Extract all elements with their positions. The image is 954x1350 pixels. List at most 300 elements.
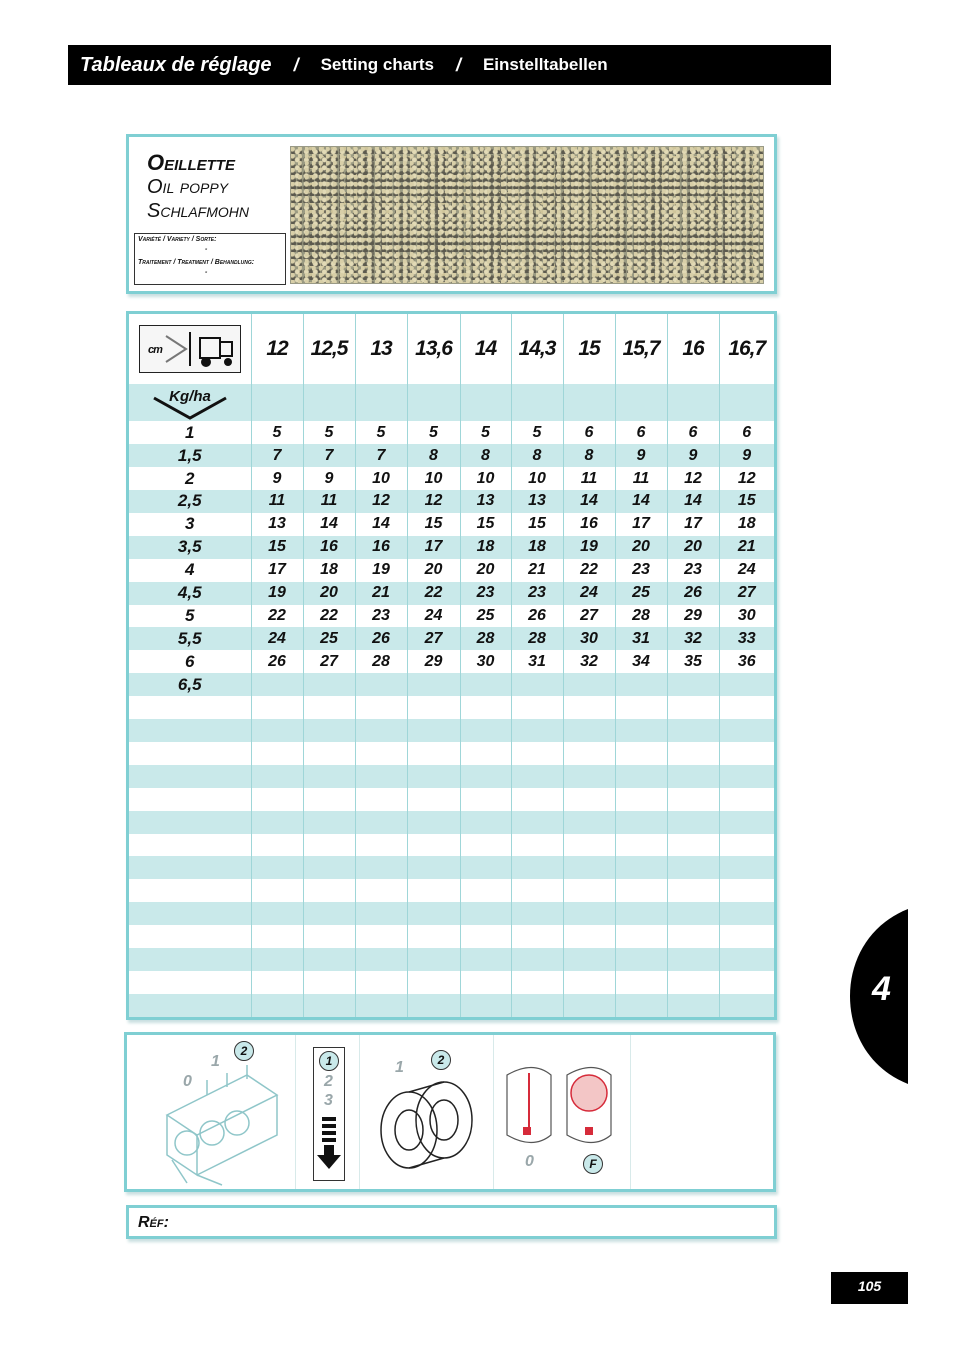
empty-cell <box>563 971 615 994</box>
setting-table <box>129 314 774 1017</box>
empty-cell <box>460 902 511 925</box>
empty-table-row <box>129 788 774 811</box>
empty-cell <box>303 811 355 834</box>
page-number: 105 <box>831 1272 908 1304</box>
table-row <box>129 536 774 559</box>
setting-value-cell: 12 <box>407 490 460 513</box>
shutter-figure <box>493 1035 631 1189</box>
empty-cell <box>511 902 563 925</box>
empty-cell <box>129 994 251 1017</box>
setting-value-cell <box>511 673 563 696</box>
empty-cell <box>355 719 407 742</box>
empty-cell <box>355 765 407 788</box>
seed-info-panel <box>126 134 777 294</box>
empty-cell <box>719 719 774 742</box>
empty-cell <box>251 719 303 742</box>
setting-value-cell: 17 <box>251 559 303 582</box>
setting-value-cell: 22 <box>563 559 615 582</box>
empty-cell <box>667 856 719 879</box>
empty-cell <box>563 696 615 719</box>
empty-cell <box>615 811 667 834</box>
table-row <box>129 627 774 650</box>
empty-cell <box>129 902 251 925</box>
setting-value-cell: 8 <box>511 444 563 467</box>
empty-cell <box>563 856 615 879</box>
setting-value-cell: 19 <box>251 582 303 605</box>
unit-cell <box>407 384 460 421</box>
speed-header-row <box>129 314 774 384</box>
speed-column-header: 16,7 <box>728 336 766 360</box>
table-row <box>129 605 774 628</box>
empty-cell <box>251 948 303 971</box>
title-fr: Tableaux de réglage <box>80 53 272 76</box>
sprocket-figure <box>359 1035 494 1189</box>
setting-value-cell: 7 <box>251 444 303 467</box>
empty-cell <box>511 925 563 948</box>
setting-value-cell: 5 <box>355 421 407 444</box>
empty-cell <box>355 994 407 1017</box>
setting-value-cell: 9 <box>251 467 303 490</box>
empty-cell <box>460 719 511 742</box>
setting-value-cell: 13 <box>460 490 511 513</box>
empty-cell <box>355 902 407 925</box>
empty-cell <box>355 948 407 971</box>
empty-cell <box>615 742 667 765</box>
setting-value-cell: 20 <box>460 559 511 582</box>
empty-cell <box>563 948 615 971</box>
unit-cell <box>615 384 667 421</box>
empty-cell <box>719 811 774 834</box>
arrow-down-icon <box>315 1115 343 1175</box>
setting-value-cell: 28 <box>511 627 563 650</box>
empty-cell <box>355 834 407 857</box>
setting-value-cell: 6 <box>563 421 615 444</box>
empty-cell <box>460 925 511 948</box>
setting-value-cell: 34 <box>615 650 667 673</box>
setting-value-cell: 26 <box>667 582 719 605</box>
empty-cell <box>303 971 355 994</box>
empty-cell <box>511 696 563 719</box>
setting-value-cell: 20 <box>615 536 667 559</box>
empty-table-row <box>129 765 774 788</box>
fig3-label-2: 2 <box>431 1050 451 1070</box>
chapter-number: 4 <box>872 970 891 1008</box>
empty-cell <box>129 696 251 719</box>
empty-cell <box>719 925 774 948</box>
setting-value-cell: 9 <box>719 444 774 467</box>
setting-value-cell: 15 <box>251 536 303 559</box>
table-row <box>129 582 774 605</box>
setting-value-cell: 20 <box>303 582 355 605</box>
empty-cell <box>303 994 355 1017</box>
empty-table-row <box>129 994 774 1017</box>
unit-cell <box>719 384 774 421</box>
empty-cell <box>667 948 719 971</box>
variety-value: - <box>205 246 208 253</box>
setting-value-cell <box>460 673 511 696</box>
empty-cell <box>511 856 563 879</box>
unit-row <box>129 384 774 421</box>
setting-value-cell: 12 <box>737 469 756 487</box>
rate-cell: 5 <box>129 605 251 628</box>
fig1-label-2: 2 <box>234 1041 254 1061</box>
empty-cell <box>615 788 667 811</box>
empty-cell <box>129 811 251 834</box>
setting-value-cell: 23 <box>667 559 719 582</box>
fig4-label-F: F <box>583 1154 603 1174</box>
empty-cell <box>303 834 355 857</box>
setting-value-cell: 20 <box>407 559 460 582</box>
empty-cell <box>615 948 667 971</box>
empty-cell <box>563 994 615 1017</box>
empty-cell <box>129 742 251 765</box>
setting-value-cell: 13 <box>251 513 303 536</box>
setting-value-cell: 16 <box>355 536 407 559</box>
empty-cell <box>615 719 667 742</box>
treatment-value: - <box>205 269 208 276</box>
title-separator: / <box>293 54 299 75</box>
empty-cell <box>511 811 563 834</box>
setting-value-cell: 26 <box>511 605 563 628</box>
variety-treatment-box <box>134 233 286 285</box>
empty-cell <box>355 971 407 994</box>
setting-value-cell <box>719 673 774 696</box>
empty-cell <box>615 925 667 948</box>
empty-cell <box>460 765 511 788</box>
empty-cell <box>303 948 355 971</box>
fig1-label-1: 1 <box>211 1053 220 1070</box>
sprocket-drawing <box>359 1035 493 1189</box>
empty-cell <box>303 696 355 719</box>
setting-value-cell <box>667 673 719 696</box>
empty-cell <box>407 696 460 719</box>
empty-cell <box>251 902 303 925</box>
empty-cell <box>563 902 615 925</box>
table-row <box>129 490 774 513</box>
empty-cell <box>460 696 511 719</box>
empty-cell <box>251 696 303 719</box>
empty-cell <box>355 742 407 765</box>
empty-cell <box>667 719 719 742</box>
setting-value-cell: 12 <box>667 467 719 490</box>
rate-cell: 2,5 <box>129 490 251 513</box>
empty-cell <box>251 925 303 948</box>
unit-label: Kg/ha <box>168 387 211 405</box>
reference-label: Réf: <box>138 1214 169 1231</box>
setting-value-cell: 27 <box>719 582 774 605</box>
empty-cell <box>303 879 355 902</box>
empty-cell <box>719 834 774 857</box>
unit-cell <box>303 384 355 421</box>
rate-cell: 1,5 <box>129 444 251 467</box>
setting-value-cell: 23 <box>511 582 563 605</box>
empty-table-row <box>129 811 774 834</box>
empty-table-row <box>129 902 774 925</box>
table-row <box>129 650 774 673</box>
setting-value-cell: 15 <box>511 513 563 536</box>
setting-value-cell: 17 <box>615 513 667 536</box>
empty-cell <box>719 788 774 811</box>
empty-cell <box>719 856 774 879</box>
seed-name-fr: Oeillette <box>147 150 235 175</box>
setting-value-cell: 32 <box>563 650 615 673</box>
unit-cell <box>251 384 303 421</box>
empty-cell <box>129 834 251 857</box>
empty-cell <box>460 742 511 765</box>
table-row <box>129 444 774 467</box>
setting-value-cell: 24 <box>737 561 756 579</box>
empty-cell <box>511 719 563 742</box>
setting-value-cell: 13 <box>511 490 563 513</box>
table-row <box>129 559 774 582</box>
empty-cell <box>129 925 251 948</box>
empty-cell <box>563 834 615 857</box>
setting-table-panel <box>126 311 777 1020</box>
tractor-icon <box>139 325 241 373</box>
speed-column-header: 12 <box>251 314 303 384</box>
reference-box <box>126 1205 777 1239</box>
speed-column-header: 14 <box>460 314 511 384</box>
empty-cell <box>407 925 460 948</box>
empty-cell <box>251 765 303 788</box>
empty-cell <box>251 856 303 879</box>
setting-value-cell <box>251 673 303 696</box>
setting-value-cell: 22 <box>303 605 355 628</box>
empty-cell <box>251 811 303 834</box>
setting-value-cell: 27 <box>303 650 355 673</box>
empty-cell <box>563 879 615 902</box>
empty-table-row <box>129 925 774 948</box>
empty-table-row <box>129 719 774 742</box>
unit-cell <box>563 384 615 421</box>
empty-cell <box>407 788 460 811</box>
empty-cell <box>563 788 615 811</box>
empty-cell <box>667 742 719 765</box>
empty-cell <box>563 765 615 788</box>
speed-column-header: 16 <box>667 314 719 384</box>
empty-cell <box>615 856 667 879</box>
empty-table-row <box>129 834 774 857</box>
setting-value-cell <box>303 673 355 696</box>
setting-value-cell: 27 <box>563 605 615 628</box>
unit-cell <box>511 384 563 421</box>
unit-cell <box>355 384 407 421</box>
setting-value-cell: 21 <box>719 536 774 559</box>
empty-cell <box>355 856 407 879</box>
setting-value-cell: 20 <box>667 536 719 559</box>
empty-cell <box>251 788 303 811</box>
empty-cell <box>407 948 460 971</box>
empty-cell <box>355 696 407 719</box>
empty-cell <box>303 925 355 948</box>
rate-cell: 2 <box>129 467 251 490</box>
setting-value-cell: 15 <box>460 513 511 536</box>
rate-cell: 5,5 <box>129 627 251 650</box>
empty-cell <box>511 994 563 1017</box>
rate-cell: 1 <box>129 421 251 444</box>
setting-value-cell: 14 <box>303 513 355 536</box>
speed-column-header: 15,7 <box>615 314 667 384</box>
empty-cell <box>460 879 511 902</box>
setting-value-cell: 10 <box>407 467 460 490</box>
distance-icon-cell <box>129 314 251 384</box>
setting-value-cell: 9 <box>667 444 719 467</box>
setting-value-cell: 18 <box>303 559 355 582</box>
empty-cell <box>511 742 563 765</box>
setting-value-cell: 36 <box>737 652 756 670</box>
empty-cell <box>407 811 460 834</box>
setting-value-cell: 26 <box>251 650 303 673</box>
empty-table-row <box>129 879 774 902</box>
setting-value-cell <box>615 673 667 696</box>
title-de: Einstelltabellen <box>482 55 608 74</box>
kg-ha-cell <box>129 384 251 421</box>
setting-value-cell: 29 <box>407 650 460 673</box>
setting-value-cell: 7 <box>303 444 355 467</box>
empty-cell <box>511 834 563 857</box>
empty-cell <box>303 788 355 811</box>
empty-cell <box>407 902 460 925</box>
setting-value-cell: 19 <box>355 559 407 582</box>
setting-value-cell: 8 <box>407 444 460 467</box>
empty-cell <box>251 879 303 902</box>
empty-cell <box>460 834 511 857</box>
setting-value-cell: 19 <box>563 536 615 559</box>
rate-cell: 4 <box>129 559 251 582</box>
setting-value-cell: 8 <box>563 444 615 467</box>
setting-value-cell: 9 <box>615 444 667 467</box>
empty-cell <box>129 788 251 811</box>
empty-cell <box>719 879 774 902</box>
gearbox-figure <box>127 1035 296 1189</box>
empty-cell <box>511 788 563 811</box>
rate-cell: 6 <box>129 650 251 673</box>
empty-cell <box>460 948 511 971</box>
setting-value-cell: 27 <box>407 627 460 650</box>
empty-table-row <box>129 971 774 994</box>
setting-value-cell: 5 <box>251 421 303 444</box>
setting-value-cell: 10 <box>511 467 563 490</box>
unit-cell <box>460 384 511 421</box>
empty-cell <box>129 719 251 742</box>
empty-cell <box>667 902 719 925</box>
setting-value-cell: 14 <box>355 513 407 536</box>
table-row <box>129 421 774 444</box>
setting-value-cell: 5 <box>303 421 355 444</box>
empty-cell <box>303 742 355 765</box>
setting-value-cell: 35 <box>667 650 719 673</box>
gauge-figure <box>295 1035 360 1189</box>
setting-value-cell <box>407 673 460 696</box>
setting-value-cell: 11 <box>303 490 355 513</box>
setting-value-cell: 25 <box>460 605 511 628</box>
setting-value-cell: 23 <box>615 559 667 582</box>
setting-value-cell: 11 <box>251 490 303 513</box>
setting-value-cell: 7 <box>355 444 407 467</box>
setting-value-cell: 10 <box>355 467 407 490</box>
empty-cell <box>719 765 774 788</box>
empty-cell <box>667 994 719 1017</box>
kg-ha-marker <box>140 386 240 420</box>
seed-name-de: Schlafmohn <box>147 200 250 222</box>
fig4-label-0: 0 <box>525 1153 534 1170</box>
setting-value-cell: 26 <box>355 627 407 650</box>
cm-label: cm <box>147 343 162 356</box>
setting-value-cell: 23 <box>460 582 511 605</box>
setting-value-cell: 31 <box>615 627 667 650</box>
empty-cell <box>129 971 251 994</box>
empty-cell <box>460 788 511 811</box>
empty-cell <box>563 925 615 948</box>
speed-column-header: 13,6 <box>407 314 460 384</box>
empty-cell <box>407 971 460 994</box>
empty-cell <box>511 879 563 902</box>
setting-value-cell: 6 <box>667 421 719 444</box>
empty-cell <box>407 994 460 1017</box>
setting-value-cell: 10 <box>460 467 511 490</box>
setting-value-cell: 18 <box>511 536 563 559</box>
empty-cell <box>460 811 511 834</box>
empty-cell <box>407 742 460 765</box>
setting-value-cell <box>355 673 407 696</box>
empty-cell <box>667 811 719 834</box>
setting-value-cell: 30 <box>737 606 756 624</box>
empty-cell <box>460 856 511 879</box>
setting-value-cell: 17 <box>667 513 719 536</box>
rate-cell: 3,5 <box>129 536 251 559</box>
empty-cell <box>251 834 303 857</box>
adjustment-figures-panel <box>124 1032 776 1192</box>
empty-cell <box>667 971 719 994</box>
setting-value-cell: 12 <box>355 490 407 513</box>
rate-cell: 3 <box>129 513 251 536</box>
empty-cell <box>615 971 667 994</box>
shutter-drawing <box>493 1035 630 1189</box>
variety-label: Variété / Variety / Sorte: <box>138 236 217 243</box>
setting-value-cell: 5 <box>407 421 460 444</box>
empty-cell <box>251 994 303 1017</box>
empty-cell <box>615 834 667 857</box>
table-row <box>129 513 774 536</box>
setting-value-cell: 30 <box>563 627 615 650</box>
setting-value-cell <box>563 673 615 696</box>
seed-names <box>147 151 249 223</box>
empty-cell <box>667 925 719 948</box>
setting-value-cell: 31 <box>511 650 563 673</box>
empty-cell <box>667 788 719 811</box>
seed-photo <box>290 146 764 284</box>
empty-cell <box>303 902 355 925</box>
setting-value-cell: 28 <box>355 650 407 673</box>
empty-cell <box>355 925 407 948</box>
setting-value-cell: 11 <box>615 467 667 490</box>
rate-cell: 6,5 <box>129 673 251 696</box>
setting-value-cell: 6 <box>615 421 667 444</box>
setting-value-cell: 11 <box>563 467 615 490</box>
setting-value-cell: 17 <box>407 536 460 559</box>
setting-value-cell: 5 <box>460 421 511 444</box>
speed-column-header: 14,3 <box>511 314 563 384</box>
empty-cell <box>460 994 511 1017</box>
setting-value-cell: 24 <box>251 627 303 650</box>
empty-cell <box>719 971 774 994</box>
setting-value-cell: 9 <box>303 467 355 490</box>
setting-value-cell: 21 <box>511 559 563 582</box>
setting-value-cell: 32 <box>667 627 719 650</box>
empty-cell <box>719 696 774 719</box>
empty-cell <box>615 902 667 925</box>
page-header <box>68 45 831 85</box>
